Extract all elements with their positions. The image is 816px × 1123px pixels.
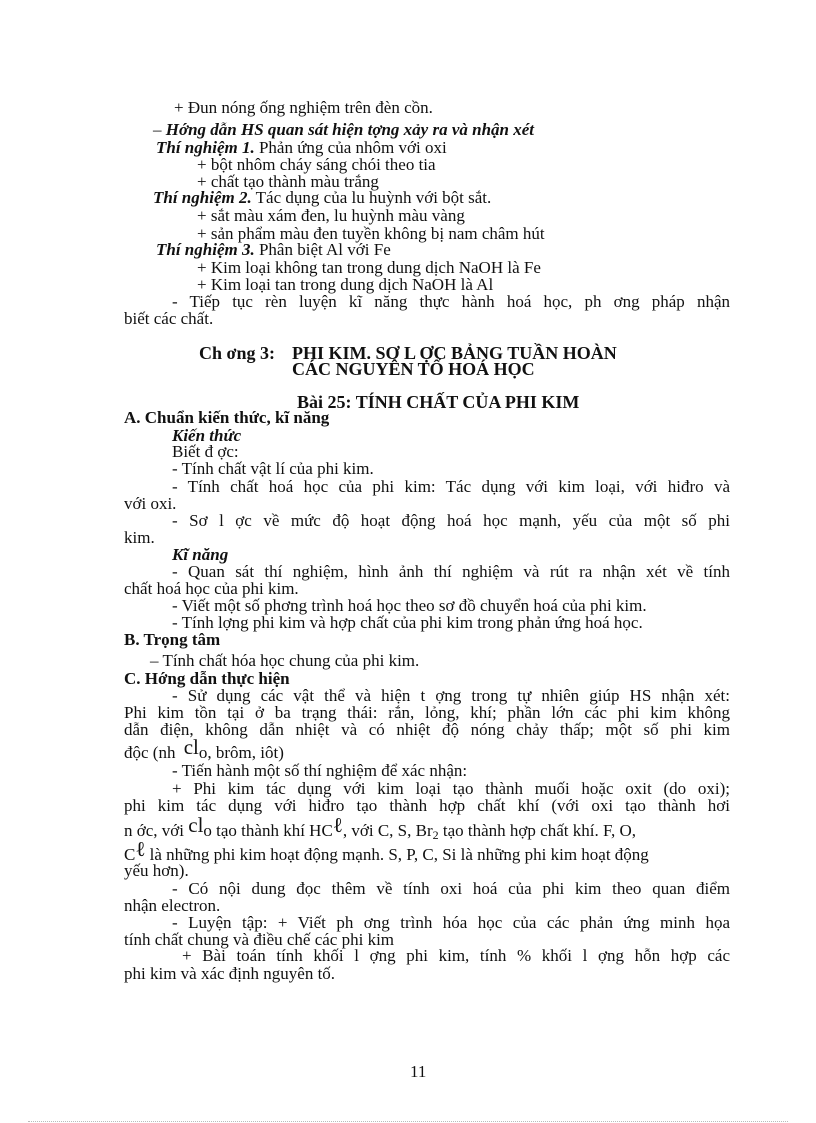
text-line [124, 813, 637, 842]
text-line: biết các chất. [124, 309, 214, 328]
experiment-title: Tác dụng của lu huỳnh với bột sắt. [255, 188, 492, 207]
text-line: - Quan sát thí nghiệm, hình ảnh thí nghiệm và rút ra nhận xét về tính [172, 562, 730, 581]
text-line [150, 652, 419, 670]
text-fragment: , với C, S, Br [342, 821, 433, 840]
text-line: - Tính chất hoá học của phi kim: Tác dụng với kim loại, với hiđro và [172, 477, 730, 496]
text-line: Phi kim tồn tại ở ba trạng thái: rắn, lỏng, khí; phần lớn các phi kim không [124, 703, 730, 722]
text-line: chất hoá học của phi kim. [124, 579, 299, 598]
subscript-2: 2 [432, 828, 439, 842]
text-line: - Viết một số phơng trình hoá học theo sơ đồ chuyển hoá của phi kim. [172, 596, 647, 615]
text-line: + bột nhôm cháy sáng chói theo tia [197, 155, 436, 174]
text-line: + Đun nóng ống nghiệm trên đèn cồn. [174, 98, 433, 117]
text-line: dẫn điện, không dẫn nhiệt và có nhiệt độ nóng chảy thấp; một số phi kim [124, 720, 730, 739]
section-heading: C. Hớng dẫn thực hiện [124, 669, 290, 688]
chapter-title: PHI KIM. SƠ L ỢC BẢNG TUẦN HOÀN [292, 343, 617, 363]
text-fragment: n ớc, với [124, 821, 184, 840]
chlorine-symbol: cl [183, 735, 199, 759]
text-line: nhận electron. [124, 896, 221, 915]
text-line: - Tính lợng phi kim và hợp chất của phi kim trong phản ứng hoá học. [172, 613, 643, 632]
chapter-title: CÁC NGUYÊN TỐ HOÁ HỌC [292, 359, 535, 379]
text-line: + chất tạo thành màu trắng [197, 172, 379, 191]
text-line: - Tiến hành một số thí nghiệm để xác nhận: [172, 761, 468, 780]
script-l-symbol: ℓ [332, 813, 343, 837]
focus-text: Tính chất hóa học chung của phi kim. [162, 651, 420, 670]
text-line: - Có nội dung đọc thêm về tính oxi hoá của phi kim theo quan điểm [172, 879, 730, 898]
text-line: - Tiếp tục rèn luyện kĩ năng thực hành hoá học, ph ơng pháp nhận [172, 292, 730, 311]
text-fragment: C [124, 845, 136, 864]
text-line: + sản phẩm màu đen tuyền không bị nam châm hút [197, 224, 545, 243]
text-line: - Luyện tập: + Viết ph ơng trình hóa học của các phản ứng minh họa [172, 913, 730, 932]
section-heading: A. Chuẩn kiến thức, kĩ năng [124, 408, 330, 427]
experiment-label: Thí nghiệm 2. [153, 188, 252, 207]
chlorine-subscript: o [203, 821, 212, 840]
text-line: + sắt màu xám đen, lu huỳnh màu vàng [197, 206, 465, 225]
text-fragment: là những phi kim hoạt động mạnh. S, P, C, Si là những phi kim hoạt động [149, 845, 649, 864]
experiment-title: Phân biệt Al với Fe [258, 240, 391, 259]
chlorine-subscript: o [198, 743, 208, 762]
chapter-label: Ch ơng 3: [199, 343, 275, 363]
dash-marker: – [150, 651, 159, 670]
text-line: + Kim loại tan trong dung dịch NaOH là Al [197, 275, 494, 294]
text-line: phi kim và xác định nguyên tố. [124, 964, 336, 983]
text-line: - Sơ l ợc về mức độ hoạt động hoá học mạnh, yếu của một số phi [172, 511, 730, 530]
text-line: với oxi. [124, 494, 177, 513]
text-line: - Sử dụng các vật thể và hiện t ợng trong tự nhiên giúp HS nhận xét: [172, 686, 730, 705]
text-line: tính chất chung và điều chế các phi kim [124, 930, 395, 949]
lesson-label: Bài 25: [297, 392, 352, 412]
experiment-title: Phản ứng của nhôm với oxi [258, 138, 447, 157]
lesson-title: TÍNH CHẤT CỦA PHI KIM [355, 392, 580, 412]
section-heading: B. Trọng tâm [124, 630, 221, 649]
subsection-heading: Kiến thức [172, 426, 242, 445]
text-fragment: , brôm, iôt) [207, 743, 284, 762]
text-line [156, 241, 391, 259]
text-line [124, 735, 284, 762]
text-line [153, 189, 491, 207]
page-bottom-divider [28, 1121, 788, 1122]
text-line: Biết đ ợc: [172, 442, 239, 461]
script-l-symbol: ℓ [135, 837, 146, 861]
text-line: yếu hơn). [124, 861, 189, 880]
text-line: + Bài toán tính khối l ợng phi kim, tính % khối l ợng hỗn hợp các [182, 946, 730, 965]
chlorine-symbol: cl [188, 813, 204, 837]
text-line: + Phi kim tác dụng với kim loại tạo thành muối hoặc oxit (do oxi); [172, 779, 730, 798]
text-line: phi kim tác dụng với hiđro tạo thành hợp chất khí (với oxi tạo thành hơi [124, 796, 730, 815]
text-line [153, 121, 534, 139]
page-number: 11 [410, 1062, 427, 1081]
instruction-heading: Hớng dẫn HS quan sát hiện tợng xảy ra và nhận xét [165, 120, 534, 139]
text-line: kim. [124, 528, 155, 547]
text-line: + Kim loại không tan trong dung dịch NaOH là Fe [197, 258, 541, 277]
subsection-heading: Kĩ năng [172, 545, 229, 564]
text-fragment: tạo thành hợp chất khí. F, O, [442, 821, 637, 840]
text-fragment: độc (nh [124, 743, 176, 762]
text-line: - Tính chất vật lí của phi kim. [172, 459, 374, 478]
experiment-label: Thí nghiệm 3. [156, 240, 255, 259]
experiment-label: Thí nghiệm 1. [156, 138, 255, 157]
dash-marker: – [153, 120, 162, 139]
lesson-heading [297, 393, 579, 411]
text-line [124, 837, 649, 864]
text-fragment: tạo thành khí HC [216, 821, 333, 840]
